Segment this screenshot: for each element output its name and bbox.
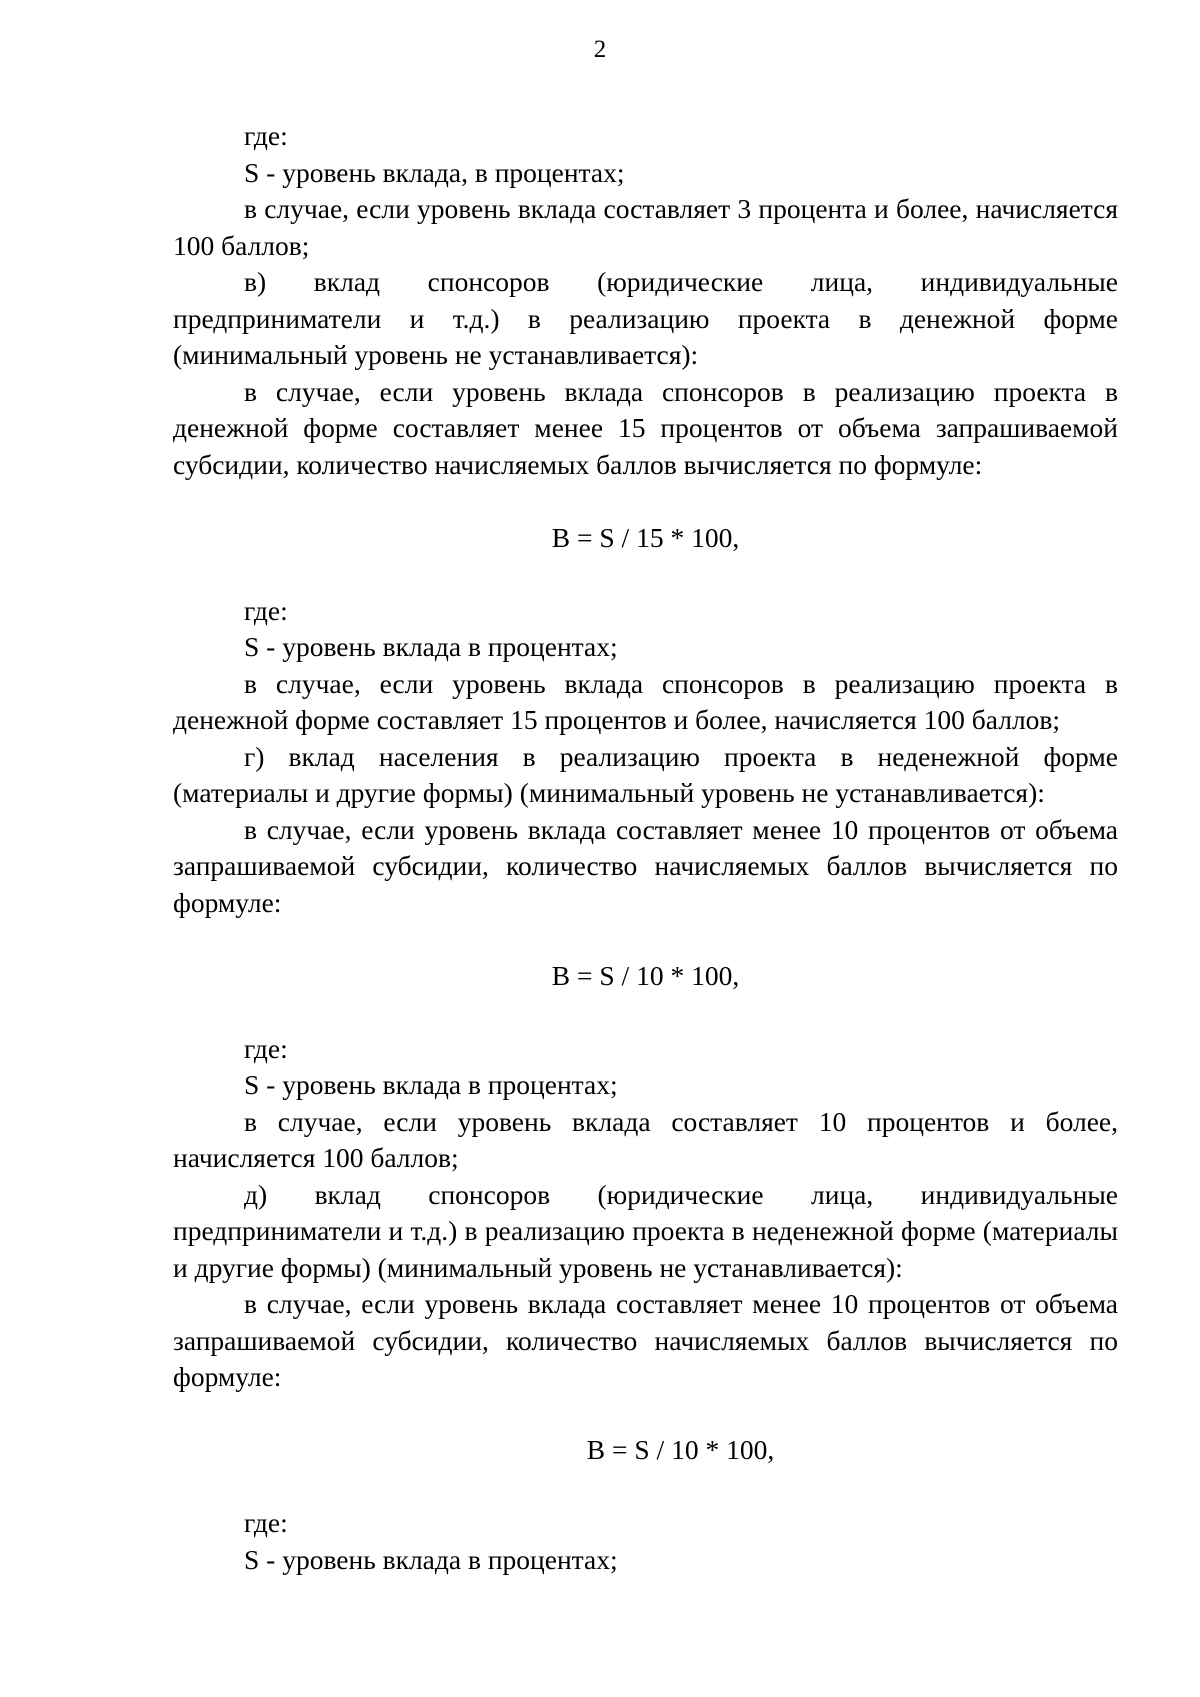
paragraph-where: где:: [244, 1507, 288, 1538]
paragraph-s-definition: S - уровень вклада, в процентах;: [244, 156, 625, 188]
paragraph-s-definition: S - уровень вклада в процентах;: [244, 1069, 618, 1100]
formula: B = S / 10 * 100,: [551, 959, 740, 991]
paragraph-where: где:: [244, 1032, 288, 1064]
paragraph-condition: в случае, если уровень вклада составляет менее 10 процентов от объема запрашиваемой субсидии, количество начисляемых баллов вычисляется по формуле:: [173, 813, 1118, 918]
paragraph-condition: в случае, если уровень вклада спонсоров в реализацию проекта в денежной форме составляет 15 процентов и более, начисляется 100 баллов;: [173, 667, 1118, 735]
formula: B = S / 15 * 100,: [551, 521, 740, 553]
paragraph-condition: в случае, если уровень вклада составляет менее 10 процентов от объема запрашиваемой субсидии, количество начисляемых баллов вычисляется по формуле:: [173, 1288, 1118, 1392]
page-number: 2: [593, 36, 607, 63]
paragraph-where: где:: [244, 120, 288, 151]
paragraph-s-definition: S - уровень вклада в процентах;: [244, 1543, 618, 1575]
document-body: [173, 118, 1118, 1578]
paragraph-item-v: в) вклад спонсоров (юридические лица, индивидуальные предприниматели и т.д.) в реализацию проекта в денежной форме (минимальный уровень не устанавливается):: [173, 266, 1118, 370]
paragraph-item-d: д) вклад спонсоров (юридические лица, индивидуальные предприниматели и т.д.) в реализацию проекта в неденежной форме (материалы и другие формы) (минимальный уровень не устанавливается):: [173, 1178, 1118, 1283]
paragraph-s-definition: S - уровень вклада в процентах;: [244, 631, 618, 662]
paragraph-condition: в случае, если уровень вклада составляет 3 процента и более, начисляется 100 баллов;: [173, 193, 1118, 261]
paragraph-where: где:: [244, 594, 288, 626]
paragraph-condition: в случае, если уровень вклада составляет 10 процентов и более, начисляется 100 баллов;: [173, 1105, 1118, 1173]
formula: B = S / 10 * 100,: [586, 1434, 775, 1465]
paragraph-item-g: г) вклад населения в реализацию проекта в неденежной форме (материалы и другие формы) (минимальный уровень не устанавливается):: [173, 740, 1118, 808]
paragraph-condition: в случае, если уровень вклада спонсоров в реализацию проекта в денежной форме составляет менее 15 процентов от объема запрашиваемой субсидии, количество начисляемых баллов вычисляется по формуле:: [173, 375, 1118, 480]
